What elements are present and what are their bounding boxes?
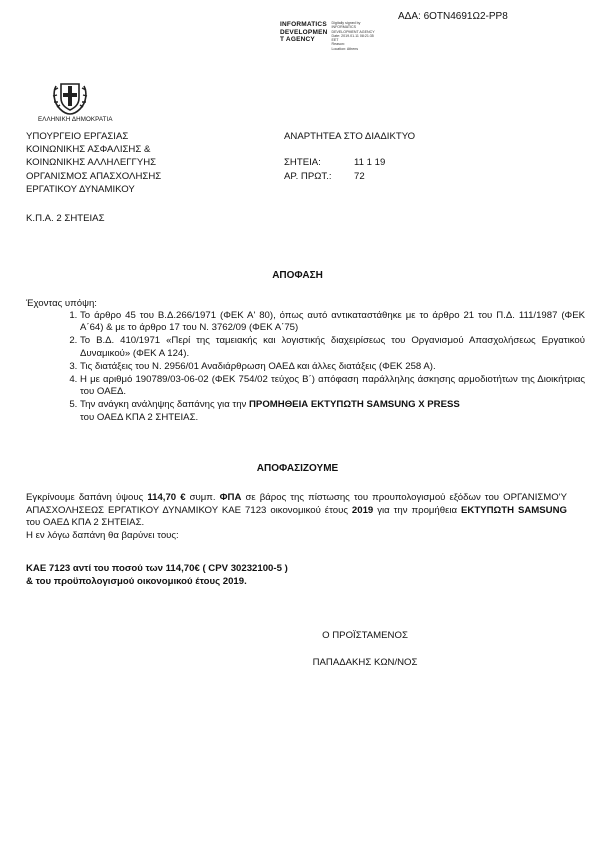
signatory-role: Ο ΠΡΟΪΣΤΑΜΕΝΟΣ [322,630,408,641]
list-item: 2. Το Β.Δ. 410/1971 «Περί της ταμειακής και λογιστικής διαχειρίσεως του Οργανισμού Απασχολήσεως Εργατικού Δυναμικού» (ΦΕΚ Α 124). [80,335,585,359]
product-name: ΕΚΤΥΠΩΤΗ SAMSUNG [461,504,567,516]
considerations-list [62,310,585,425]
signatory-name: ΠΑΠΑΔΑΚΗΣ ΚΩΝ/ΝΟΣ [312,657,418,668]
decision-title: ΑΠΟΦΑΣΗ [272,270,323,281]
protocol-row [284,170,415,183]
charge-note: Η εν λόγω δαπάνη θα βαρύνει τους: [26,529,179,541]
greek-emblem-icon [50,78,90,116]
amount: 114,70 € [147,492,186,503]
list-item: 1. Το άρθρο 45 του Β.Δ.266/1971 (ΦΕΚ Α' 80), όπως αυτό αντικαταστάθηκε με το άρθρο 21 του Π.Δ. 111/1987 (ΦΕΚ Α΄64) & με το άρθρο 17 του Ν. 3762/09 (ΦΕΚ Α΄75) [80,310,585,334]
procurement-subject: ΠΡΟΜΗΘΕΙΑ ΕΚΤΥΠΩΤΗ SAMSUNG X PRESS [249,399,460,411]
place-date-row [284,156,415,169]
org-line: ΕΡΓΑΤΙΚΟΥ ΔΥΝΑΜΙΚΟΥ [26,183,135,195]
document-date: 11 1 19 [354,157,386,169]
digital-signature-stamp [280,21,375,51]
kae-block [26,563,288,589]
org-line: ΚΟΙΝΩΝΙΚΗΣ ΑΣΦΑΛΙΣΗΣ & [26,144,151,156]
protocol-number: 72 [354,170,365,182]
fiscal-year: 2019 [351,504,374,516]
org-line: ΚΟΙΝΩΝΙΚΗΣ ΑΛΛΗΛΕΓΓΥΗΣ [26,157,157,169]
list-item: 4. Η με αριθμό 190789/03-06-02 (ΦΕΚ 754/02 τεύχος Β΄) απόφαση παράλληλης άσκησης αρμοδιοτήτων της Διοικήτριας του ΟΑΕΔ. [80,374,585,398]
list-item: 3. Τις διατάξεις του Ν. 2956/01 Αναδιάρθρωση ΟΑΕΔ και άλλες διατάξεις (ΦΕΚ 258 Α). [80,361,585,373]
emblem-caption: ΕΛΛΗΝΙΚΗ ΔΗΜΟΚΡΑΤΙΑ [38,116,113,123]
resolution-text [26,492,567,542]
org-line: ΥΠΟΥΡΓΕΙΟ ΕΡΓΑΣΙΑΣ [26,131,129,142]
posting-notice: ΑΝΑΡΤΗΤΕΑ ΣΤΟ ΔΙΑΔΙΚΤΥΟ [284,131,416,142]
place-label: ΣΗΤΕΙΑ: [284,157,321,169]
organization-block [26,130,161,196]
signature-details: Digitally signed by INFORMATICS DEVELOPMENT AGENCY Date: 2019.01.11 08:21:35 EET Reason: Location: Athens [331,21,375,51]
kae-line: & του προϋπολογισμού οικονομικού έτους 2019. [26,575,247,587]
kae-line: ΚΑΕ 7123 αντί του ποσού των 114,70€ ( CPV 30232100-5 ) [26,563,288,574]
resolution-title: ΑΠΟΦΑΣΙΖΟΥΜΕ [256,463,339,474]
ada-code: ΑΔΑ: 6ΟΤΝ4691Ω2-PP8 [398,11,508,22]
list-item: 5. Την ανάγκη ανάληψης δαπάνης για την ΠΡΟΜΗΘΕΙΑ ΕΚΤΥΠΩΤΗ SAMSUNG X PRESS του ΟΑΕΔ ΚΠΑ 2 ΣΗΤΕΙΑΣ. [80,399,585,423]
vat-label: ΦΠΑ [219,492,242,503]
considering-label: Έχοντας υπόψη: [26,298,97,309]
posting-block [284,130,415,183]
resolution-paragraph: Εγκρίνουμε δαπάνη ύψους 114,70 € συμπ. ΦΠΑ σε βάρος της πίστωσης του προυπολογισμού εξόδων του ΟΡΓΑΝΙΣΜΟ'Υ ΑΠΑΣΧΟΛΗΣΕΩΣ ΕΡΓΑΤΙΚΟΥ ΔΥΝΑΜΙΚΟΥ ΚΑΕ 7123 οικονομικού έτους 2019 για την προμήθεια ΕΚΤΥΠΩΤΗ SAMSUNG του ΟΑΕΔ ΚΠΑ 2 ΣΗΤΕΙΑΣ. [26,492,567,528]
idika-logo-text: INFORMATICS DEVELOPMEN T AGENCY [280,21,328,43]
kpa-office: Κ.Π.Α. 2 ΣΗΤΕΙΑΣ [26,213,105,224]
org-line: ΟΡΓΑΝΙΣΜΟΣ ΑΠΑΣΧΟΛΗΣΗΣ [26,170,162,182]
protocol-label: ΑΡ. ΠΡΩΤ.: [284,170,332,182]
